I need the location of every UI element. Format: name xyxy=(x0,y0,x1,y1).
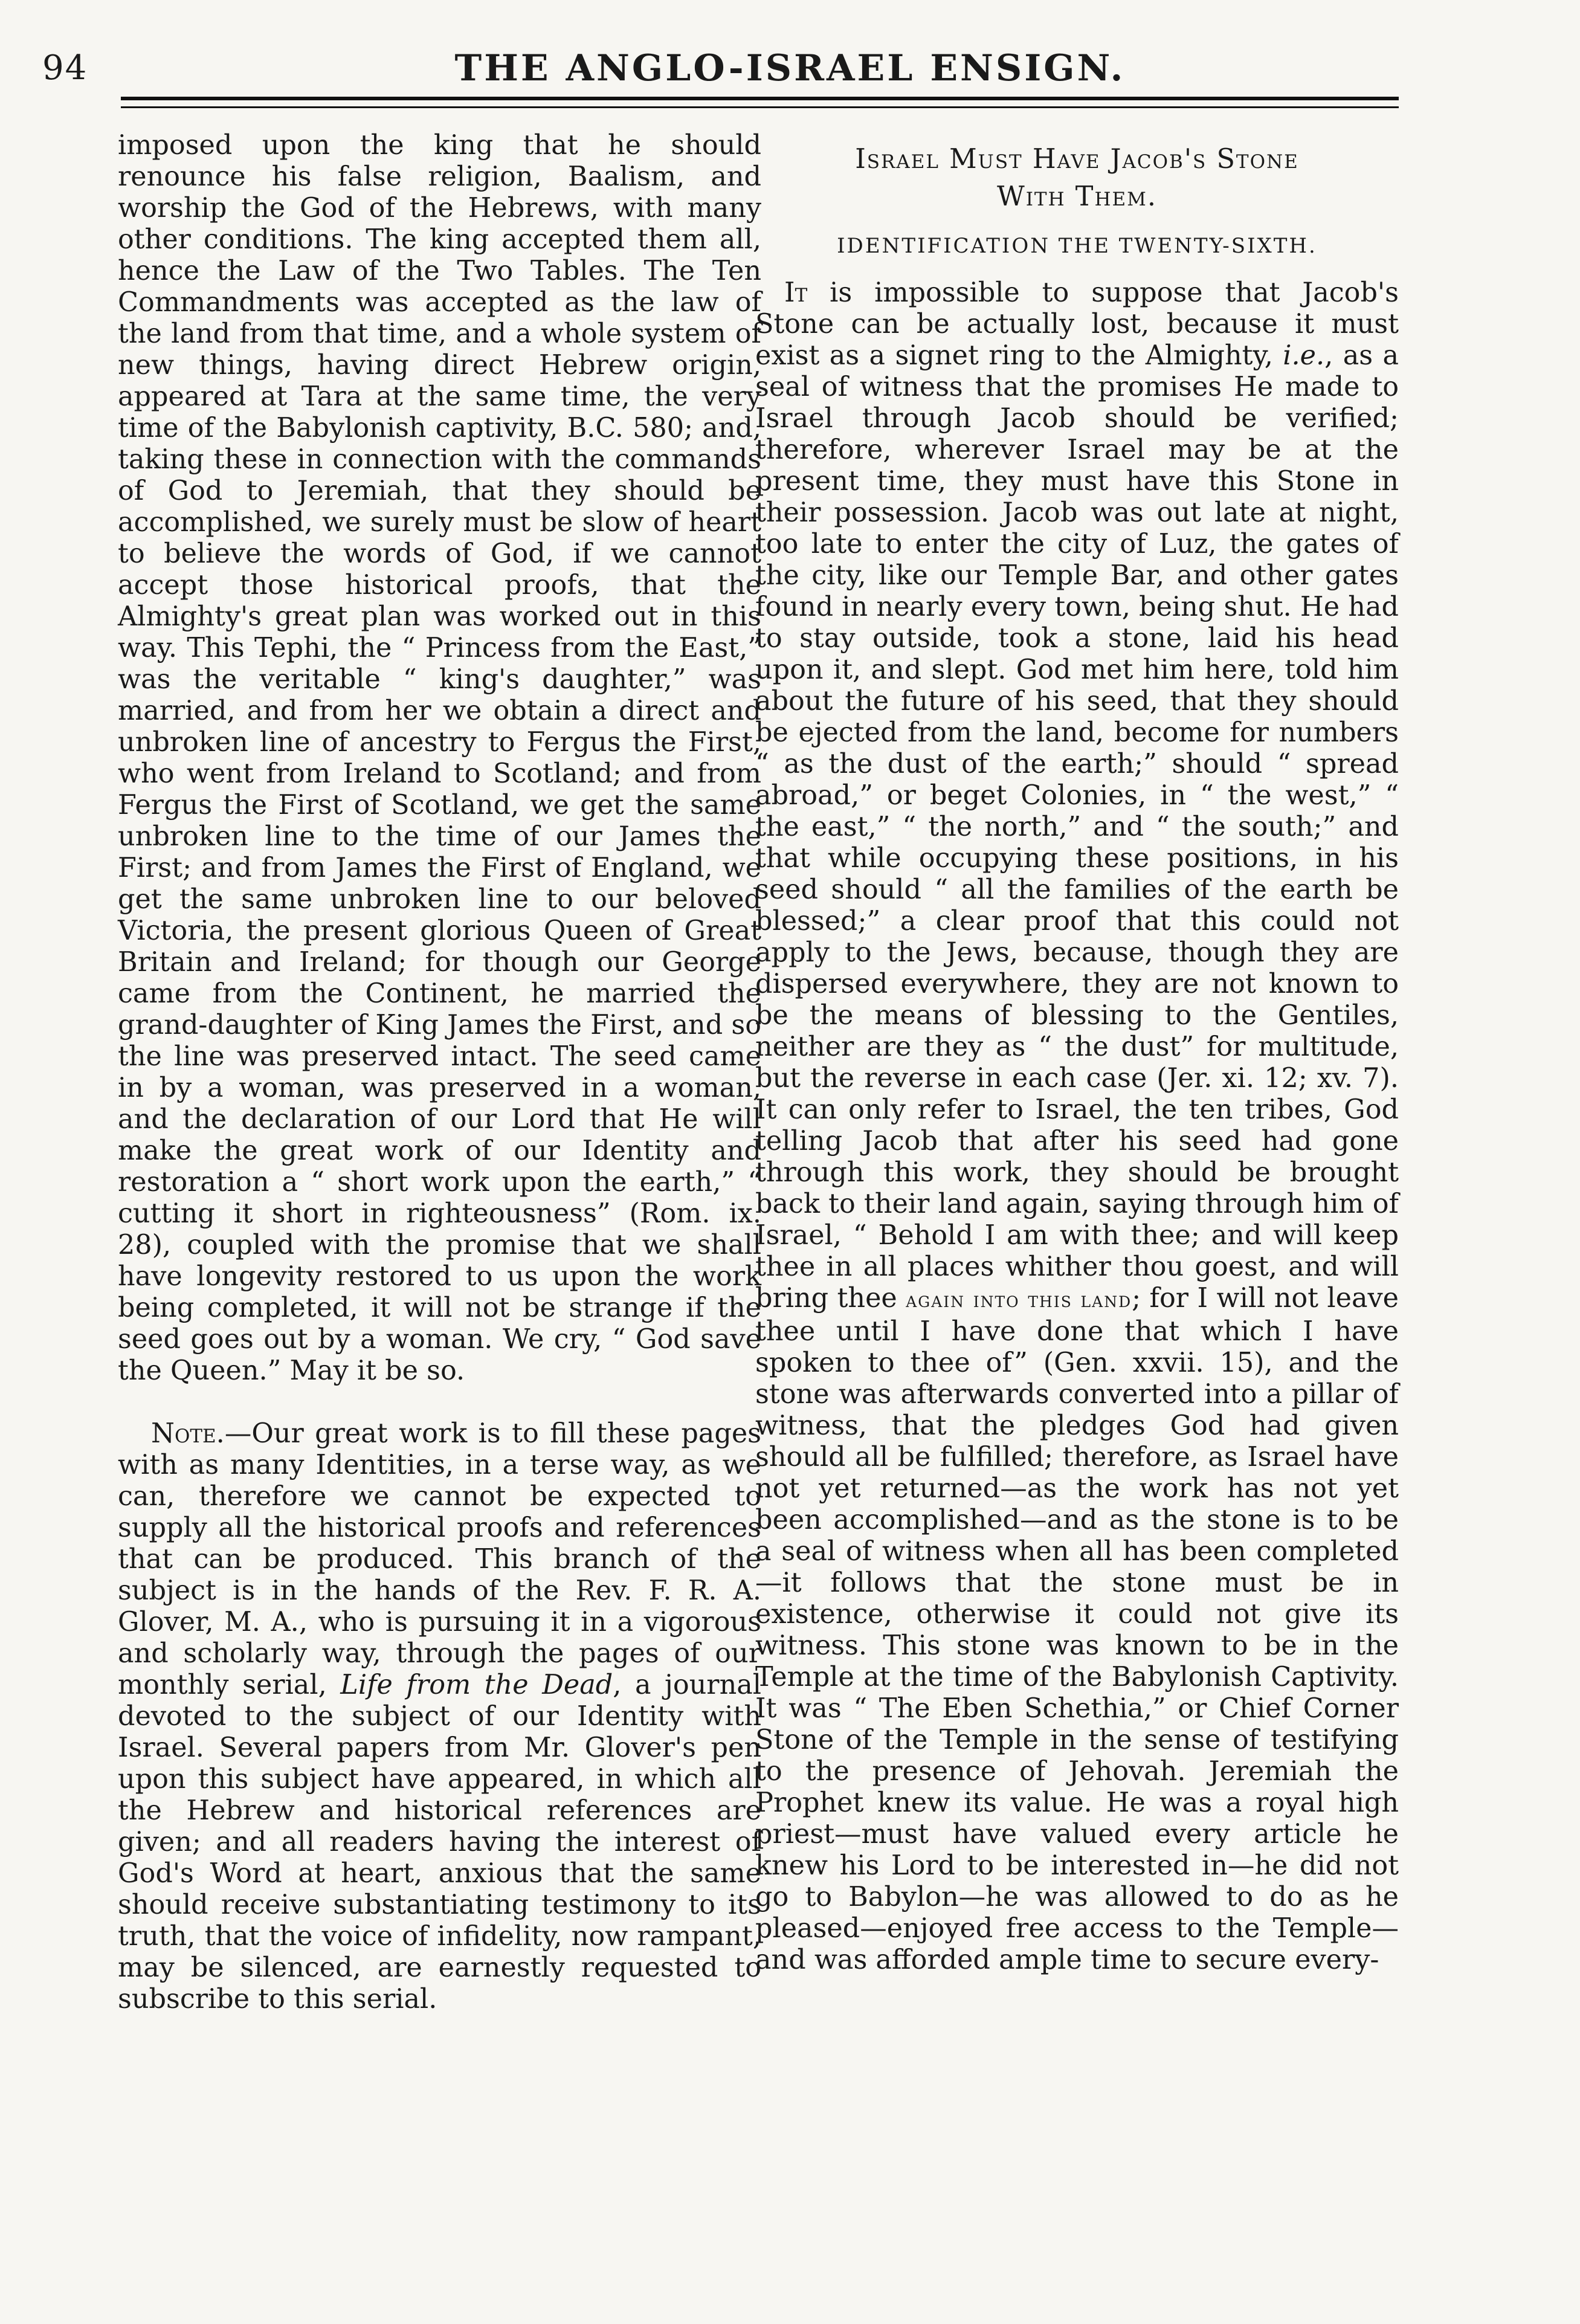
left-body-paragraph: imposed upon the king that he should renounce his false religion, Baalism, and worship the God of the Hebrews, with many other conditions. The king accepted them all, hence the Law of the Two Tables. The Ten Commandments was accepted as the law of the land from that time, and a whole system of new things, having direct Hebrew origin, appeared at Tara at the same time, the very time of the Babylonish captivity, B.C. 580; and, taking these in connection with the commands of God to Jeremiah, that they should be accomplished, we surely must be slow of heart to believe the words of God, if we cannot accept those historical proofs, that the Almighty's great plan was worked out in this way. This Tephi, the “ Princess from the East,” was the veritable “ king's daughter,” was married, and from her we obtain a direct and unbroken line of ancestry to Fergus the First, who went from Ireland to Scotland; and from Fergus the First of Scotland, we get the same unbroken line to the time of our James the First; and from James the First of England, we get the same unbroken line to our beloved Victoria, the present glorious Queen of Great Britain and Ireland; for though our George came from the Continent, he married the grand-daughter of King James the First, and so the line was preserved intact. The seed came in by a woman, was preserved in a woman, and the declaration of our Lord that He will make the great work of our Identity and restoration a “ short work upon the earth,” “ cutting it short in righteousness” (Rom. ix. 28), coupled with the promise that we shall have longevity restored to us upon the work being completed, it will not be strange if the seed goes out by a woman. We cry, “ God save the Queen.” May it be so. xyxy=(118,130,761,1386)
right-body-paragraph xyxy=(755,277,1399,1976)
note-text-part-1: —Our great work is to fill these pages with as many Identities, in a terse way, as we can, therefore we cannot be expected to supply all the historical proofs and references that can be produced. This branch of the subject is in the hands of the Rev. F. R. A. Glover, M. A., who is pursuing it in a vigorous and scholarly way, through the pages of our monthly serial, xyxy=(118,1418,761,1700)
dropcap: It xyxy=(784,277,808,308)
right-text-small-caps: again into this land xyxy=(906,1288,1132,1312)
article-title-line-2: With Them. xyxy=(996,181,1158,212)
note-paragraph xyxy=(118,1418,761,2015)
note-text-part-2: , a journal devoted to the subject of our Identity with Israel. Several papers from Mr. Glover's pen upon this subject have appeared, in which all the Hebrew and historical references are given; and all readers having the interest of God's Word at heart, anxious that the same should receive substantiating testimony to its truth, that the voice of infidelity, now rampant, may be silenced, are earnestly requested to subscribe to this serial. xyxy=(118,1670,761,2015)
article-title-line-1: Israel Must Have Jacob's Stone xyxy=(855,144,1299,175)
header-rule-thin xyxy=(121,106,1399,108)
article-subtitle: IDENTIFICATION THE TWENTY-SIXTH. xyxy=(837,234,1317,258)
right-text-part-1: is impossible to suppose that Jacob's Stone can be actually lost, because it must exist as a signet ring to the Almighty, xyxy=(755,277,1399,371)
article-title xyxy=(755,141,1399,216)
note-serial-title: Life from the Dead xyxy=(340,1670,613,1700)
running-head: THE ANGLO-ISRAEL ENSIGN. xyxy=(454,47,1126,89)
left-column xyxy=(118,130,761,2015)
page-number: 94 xyxy=(42,48,88,88)
right-text-ie: i.e. xyxy=(1283,340,1325,371)
right-text-part-3: ; for I will not leave thee until I have done that which I have spoken to thee of” (Gen. xxvii. 15), and the stone was afterwards converted into a pillar of witness, that the pledges God had given should all be fulfilled; therefore, as Israel have not yet returned—as the work has not yet been accomplished—and as the stone is to be a seal of witness when all has been completed—it follows that the stone must be in existence, otherwise it could not give its witness. This stone was known to be in the Temple at the time of the Babylonish Captivity. It was “ The Eben Schethia,” or Chief Corner Stone of the Temple in the sense of testifying to the presence of Jehovah. Jeremiah the Prophet knew its value. He was a royal high priest—must have valued every article he knew his Lord to be interested in—he did not go to Babylon—he was allowed to do as he pleased—enjoyed free access to the Temple—and was afforded ample time to secure every- xyxy=(755,1283,1399,1975)
header-rule-thick xyxy=(121,97,1399,100)
note-label: Note. xyxy=(151,1418,225,1449)
right-text-part-2: , as a seal of witness that the promises He made to Israel through Jacob should be verified; therefore, wherever Israel may be at the present time, they must have this Stone in their possession. Jacob was out late at night, too late to enter the city of Luz, the gates of the city, like our Temple Bar, and other gates found in nearly every town, being shut. He had to stay outside, took a stone, laid his head upon it, and slept. God met him here, told him about the future of his seed, that they should be ejected from the land, become for numbers “ as the dust of the earth;” should “ spread abroad,” or beget Colonies, in “ the west,” “ the east,” “ the north,” and “ the south;” and that while occupying these positions, in his seed should “ all the families of the earth be blessed;” a clear proof that this could not apply to the Jews, because, though they are dispersed everywhere, they are not known to be the means of blessing to the Gentiles, neither are they as “ the dust” for multitude, but the reverse in each case (Jer. xi. 12; xv. 7). It can only refer to Israel, the ten tribes, God telling Jacob that after his seed had gone through this work, they should be brought back to their land again, saying through him of Israel, “ Behold I am with thee; and will keep thee in all places whither thou goest, and will bring thee xyxy=(755,340,1399,1314)
right-column xyxy=(755,130,1399,1976)
